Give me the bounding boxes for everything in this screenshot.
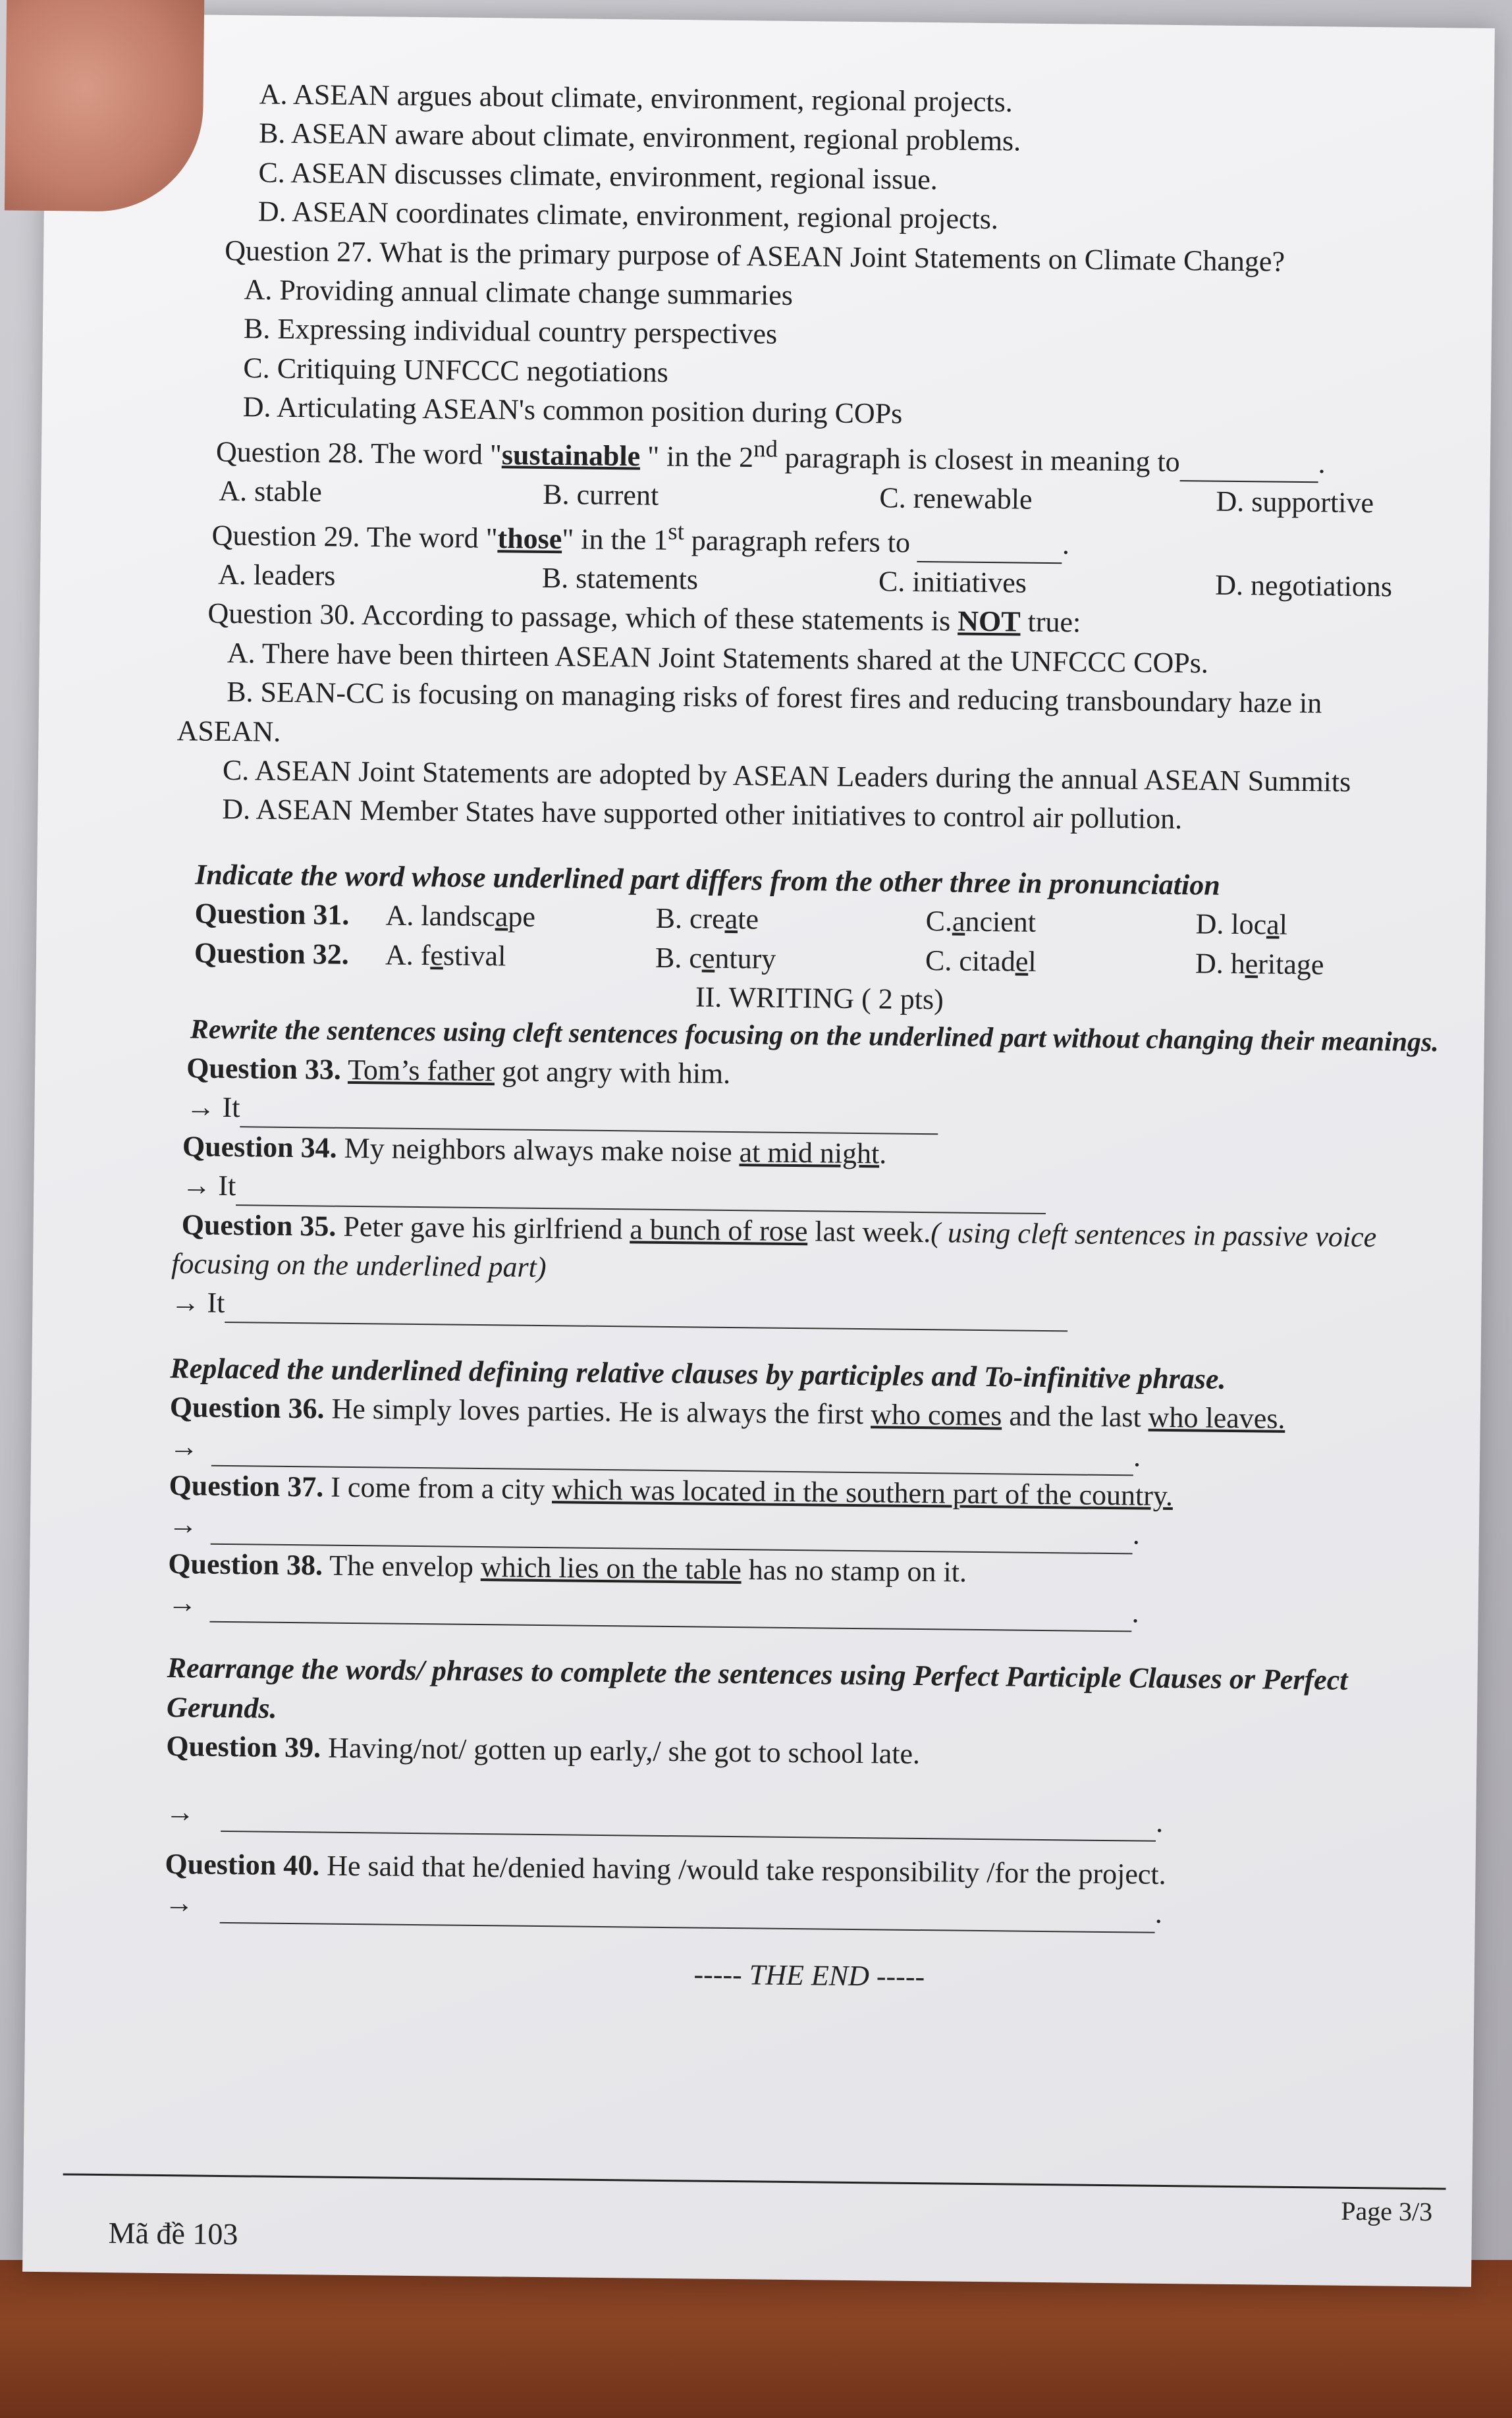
q36-arrow-icon: → <box>169 1430 199 1463</box>
q31-label: Question 31. <box>194 897 350 932</box>
q31-d-post: l <box>1279 908 1288 941</box>
q39-text: Having/not/ gotten up early,/ she got to school late. <box>320 1731 921 1771</box>
pronunciation-instruction: Indicate the word whose underlined part differs from the other three in pronunciation <box>195 858 1221 901</box>
q28-sup: nd <box>753 434 778 462</box>
q28-end: . <box>1318 446 1326 479</box>
q29-word: those <box>497 522 562 555</box>
q38-label: Question 38. <box>168 1547 323 1582</box>
q40-label: Question 40. <box>165 1848 320 1882</box>
q29-sup: st <box>668 517 685 545</box>
q36-label: Question 36. <box>169 1391 325 1425</box>
q35-post: last week. <box>807 1214 931 1249</box>
q27-stem: Question 27. What is the primary purpose of ASEAN Joint Statements on Climate Change? <box>224 234 1285 278</box>
q33-label: Question 33. <box>186 1052 342 1086</box>
q33-post: got angry with him. <box>494 1055 731 1090</box>
q37-underlined: which was located in the southern part of the country. <box>551 1473 1174 1512</box>
q38-post: has no stamp on it. <box>741 1553 967 1588</box>
q32-c-u: e <box>1015 945 1029 978</box>
q28-option-d: D. supportive <box>1216 485 1374 519</box>
q29-stem-pre: Question 29. The word " <box>211 519 498 554</box>
q32-a-pre: A. f <box>385 938 431 971</box>
q27-option-c: C. Critiquing UNFCCC negotiations <box>243 351 668 389</box>
q31-c-u: a <box>952 905 965 938</box>
q29-option-a: A. leaders <box>217 558 336 592</box>
q27-option-d: D. Articulating ASEAN's common position during COPs <box>242 390 903 430</box>
q38-pre: The envelop <box>322 1549 481 1583</box>
q28-stem-mid: " in the 2 <box>639 439 754 473</box>
q26-option-c: C. ASEAN discusses climate, environment, regional issue. <box>258 156 938 196</box>
q38-arrow-icon: → <box>167 1586 197 1619</box>
page-number: Page 3/3 <box>1341 2195 1433 2227</box>
q30-not: NOT <box>958 604 1021 638</box>
q30-option-b: B. SEAN-CC is focusing on managing risks of forest fires and reducing transboundary haze in <box>226 676 1322 720</box>
q30-option-b-cont: ASEAN. <box>176 714 281 748</box>
q26-option-a: A. ASEAN argues about climate, environment, regional projects. <box>259 78 1013 119</box>
q37-dot: . <box>1132 1518 1141 1551</box>
q32-label: Question 32. <box>194 936 350 971</box>
q31-option-a <box>385 896 656 938</box>
q28-stem-post: paragraph is closest in meaning to <box>777 441 1180 478</box>
rearrange-instruction: Rearrange the words/ phrases to complete the sentences using Perfect Participle Clauses or Perfect <box>167 1652 1348 1697</box>
q28-option-a: A. stable <box>219 474 323 508</box>
q26-option-d: D. ASEAN coordinates climate, environment, regional projects. <box>257 195 999 236</box>
q38-underlined: which lies on the table <box>480 1550 742 1586</box>
q35-pre: Peter gave his girlfriend <box>336 1210 630 1245</box>
q28-option-c: C. renewable <box>879 481 1033 516</box>
cleft-instruction: Rewrite the sentences using cleft sentences focusing on the underlined part without changing their meanings. <box>190 1014 1440 1058</box>
q34-pre: My neighbors always make noise <box>337 1131 740 1168</box>
q32-d-post: ritage <box>1258 947 1324 981</box>
q34-post: . <box>879 1137 887 1170</box>
q35-label: Question 35. <box>181 1208 337 1243</box>
the-end: ----- THE END ----- <box>693 1958 925 1993</box>
q31-c-pre: C. <box>925 905 953 938</box>
q40-text: He said that he/denied having /would take responsibility /for the project. <box>319 1849 1166 1891</box>
q36-mid: and the last <box>1002 1399 1149 1434</box>
q31-option-c <box>925 901 1196 944</box>
q31-b-post: te <box>737 903 759 936</box>
q29-option-d: D. negotiations <box>1214 568 1393 603</box>
q37-pre: I come from a city <box>323 1470 553 1506</box>
q29-end: . <box>1062 527 1070 560</box>
exam-page <box>22 13 1495 2287</box>
exam-code: Mã đề 103 <box>108 2216 238 2251</box>
q31-option-d <box>1195 904 1287 944</box>
q36-underlined-1: who comes <box>870 1398 1002 1432</box>
q32-b-u: e <box>701 942 715 975</box>
q32-d-pre: D. h <box>1195 946 1246 980</box>
q32-b-pre: B. c <box>655 941 703 975</box>
q33-arrow-it: → It <box>186 1090 240 1124</box>
q36-underlined-2: who leaves. <box>1148 1401 1285 1435</box>
q36-pre: He simply loves parties. He is always the first <box>324 1392 871 1431</box>
q29-stem-mid: " in the 1 <box>562 522 668 556</box>
q36-dot: . <box>1133 1439 1141 1473</box>
q38-dot: . <box>1131 1596 1139 1629</box>
q39-dot: . <box>1156 1806 1164 1839</box>
q27-option-a: A. Providing annual climate change summaries <box>244 273 794 311</box>
q31-a-pre: A. landsc <box>385 899 496 933</box>
q33-pre <box>341 1054 348 1086</box>
exam-content <box>164 74 1474 2002</box>
q32-d-u: e <box>1245 947 1258 980</box>
thumb <box>5 0 205 212</box>
q37-arrow-icon: → <box>168 1508 198 1541</box>
page-footer <box>63 2173 1446 2251</box>
q29-option-c: C. initiatives <box>878 565 1027 599</box>
q30-option-a: A. There have been thirteen ASEAN Joint Statements shared at the UNFCCC COPs. <box>227 636 1209 680</box>
q28-option-b: B. current <box>543 477 659 512</box>
q34-arrow-it: → It <box>182 1169 236 1202</box>
q31-b-pre: B. cre <box>655 901 725 935</box>
q30-stem-post: true: <box>1020 605 1081 639</box>
q32-b-post: ntury <box>715 942 776 975</box>
writing-heading: II. WRITING ( 2 pts) <box>695 981 944 1016</box>
rearrange-instruction-cont: Gerunds. <box>166 1690 277 1725</box>
q35-arrow-it: → It <box>171 1286 225 1320</box>
relative-instruction: Replaced the underlined defining relative clauses by participles and To-infinitive phrase. <box>170 1351 1226 1395</box>
q39-arrow-icon: → <box>165 1795 195 1829</box>
q32-option-c <box>925 941 1196 983</box>
q32-c-pre: C. citad <box>925 944 1016 978</box>
q27-option-b: B. Expressing individual country perspectives <box>243 312 778 350</box>
q31-d-pre: D. loc <box>1195 907 1267 941</box>
q39-label: Question 39. <box>166 1730 321 1764</box>
q35-note: ( using cleft sentences in passive voice <box>931 1216 1377 1253</box>
q32-option-d <box>1195 944 1324 984</box>
q32-c-post: l <box>1028 945 1037 978</box>
q37-label: Question 37. <box>169 1468 324 1503</box>
q35-note-cont: focusing on the underlined part) <box>171 1247 547 1283</box>
q31-b-u: a <box>724 902 738 936</box>
q28-stem-pre: Question 28. The word " <box>215 435 502 471</box>
q31-c-post: ncient <box>965 905 1037 938</box>
q34-underlined: at mid night <box>739 1135 880 1170</box>
q32-option-b <box>655 938 926 980</box>
q31-d-u: a <box>1266 908 1280 941</box>
q31-option-b <box>655 899 926 941</box>
q33-underlined: Tom’s father <box>347 1053 495 1088</box>
q29-stem-post: paragraph refers to <box>684 524 918 559</box>
q30-option-c: C. ASEAN Joint Statements are adopted by ASEAN Leaders during the annual ASEAN Summits <box>222 753 1351 798</box>
q28-word: sustainable <box>501 438 641 472</box>
q32-a-post: stival <box>443 938 506 972</box>
q30-option-d: D. ASEAN Member States have supported other initiatives to control air pollution. <box>222 793 1183 836</box>
q31-a-u: a <box>495 900 508 933</box>
q40-dot: . <box>1154 1897 1163 1930</box>
q26-option-b: B. ASEAN aware about climate, environment, regional problems. <box>258 117 1021 157</box>
q31-a-post: pe <box>508 900 536 933</box>
q40-arrow-icon: → <box>164 1887 194 1920</box>
q34-label: Question 34. <box>182 1130 337 1164</box>
q32-a-u: e <box>430 938 444 971</box>
q32-option-a <box>385 935 656 977</box>
q29-option-b: B. statements <box>541 561 699 596</box>
q35-underlined: a bunch of rose <box>630 1212 808 1247</box>
q30-stem-pre: Question 30. According to passage, which of these statements is <box>207 597 958 637</box>
